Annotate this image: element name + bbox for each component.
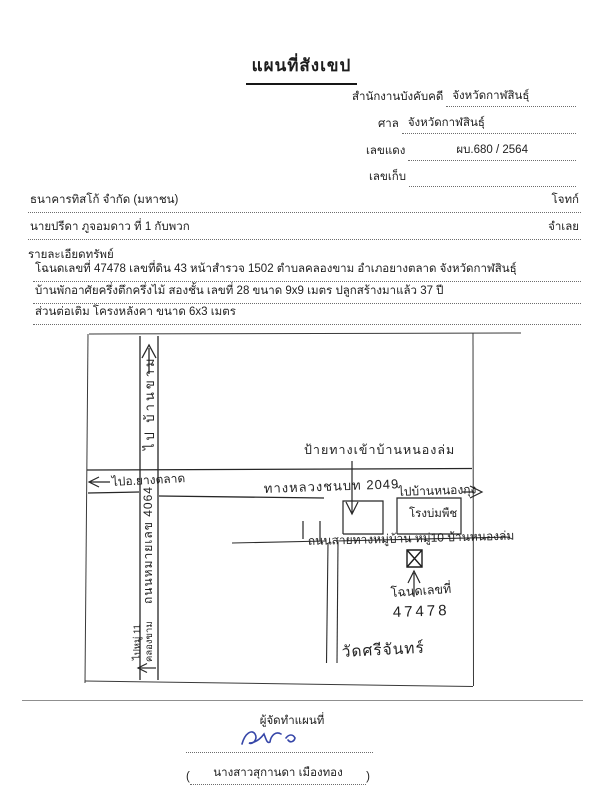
defendant-name: นายปรีดา ภูจอมดาว ที่ 1 กับพวก	[30, 221, 190, 233]
preparer-name-row	[186, 764, 370, 785]
paren-open: (	[186, 771, 190, 783]
property-section-label: รายละเอียดทรัพย์	[28, 249, 114, 261]
storage-value	[409, 172, 576, 187]
property-marker-icon	[407, 550, 422, 567]
storage-label: เลขเก็บ	[369, 171, 407, 183]
property-line-1: โฉนดเลขที่ 47478 เลขที่ดิน 43 หน้าสำรวจ 1502 ตำบลคลองขาม อำเภอยางตลาด จังหวัดกาฬสินธุ์	[33, 260, 581, 282]
header-red-case-row	[366, 141, 576, 161]
plaintiff-role: โจทก์	[551, 194, 579, 206]
west-arrow-icon	[89, 477, 110, 487]
south-road-label-line1: ไปหมู่ 11	[132, 624, 143, 660]
east-direction-label: ไปบ้านหนองกุง	[397, 482, 477, 499]
header-office-row	[352, 87, 576, 107]
sketch-map	[80, 330, 530, 692]
paren-close: )	[366, 771, 370, 783]
curing-barn-label: โรงบ่มพืช	[409, 508, 458, 520]
plaintiff-row	[28, 191, 581, 213]
defendant-role: จำเลย	[548, 221, 579, 233]
temple-label: วัดศรีจันทร์	[341, 639, 426, 661]
preparer-name: นางสาวสุกานดา เมืองทอง	[190, 764, 366, 785]
section-divider	[22, 700, 583, 701]
office-value: จังหวัดกาฬสินธุ์	[446, 87, 576, 107]
defendant-row	[28, 218, 581, 240]
red-case-value: ผบ.680 / 2564	[408, 141, 576, 161]
red-case-label: เลขแดง	[366, 145, 406, 157]
highway-4064-label: ถนนหมายเลข 4064	[141, 486, 155, 604]
entrance-sign-label: ป้ายทางเข้าบ้านหนองล่ม	[304, 443, 456, 457]
deed-label: โฉนดเลขที่	[390, 581, 452, 600]
property-line-2: บ้านพักอาศัยครึ่งตึกครึ่งไม้ สองชั้น เลขที่ 28 ขนาด 9x9 เมตร ปลูกสร้างมาแล้ว 37 ปี	[33, 282, 581, 304]
west-direction-label: ไปอ.ยางตลาด	[111, 471, 186, 489]
deed-number: 47478	[392, 602, 450, 621]
village-road-label: ถนนสายทางหมู่บ้าน หมู่10 บ้านหนองล่ม	[307, 528, 515, 548]
title-row	[0, 52, 603, 85]
page-title: แผนที่สังเขป	[246, 52, 358, 85]
plaintiff-name: ธนาคารทิสโก้ จำกัด (มหาชน)	[30, 194, 179, 206]
office-label: สำนักงานบังคับคดี	[352, 91, 444, 103]
header-court-row	[378, 114, 576, 134]
court-value: จังหวัดกาฬสินธุ์	[402, 114, 576, 134]
prepared-by-label: ผู้จัดทำแผนที่	[259, 715, 325, 727]
highway-2049-label: ทางหลวงชนบท 2049	[263, 476, 400, 496]
south-road-label-line2: คลองขาม	[144, 621, 155, 662]
signature-line	[186, 738, 373, 753]
south-arrow-icon	[138, 664, 156, 673]
court-label: ศาล	[378, 118, 399, 130]
north-road-label: ไป บ้านขาม	[142, 355, 157, 450]
property-line-3: ส่วนต่อเติม โครงหลังคา ขนาด 6x3 เมตร	[33, 303, 581, 325]
header-storage-row	[369, 168, 576, 187]
